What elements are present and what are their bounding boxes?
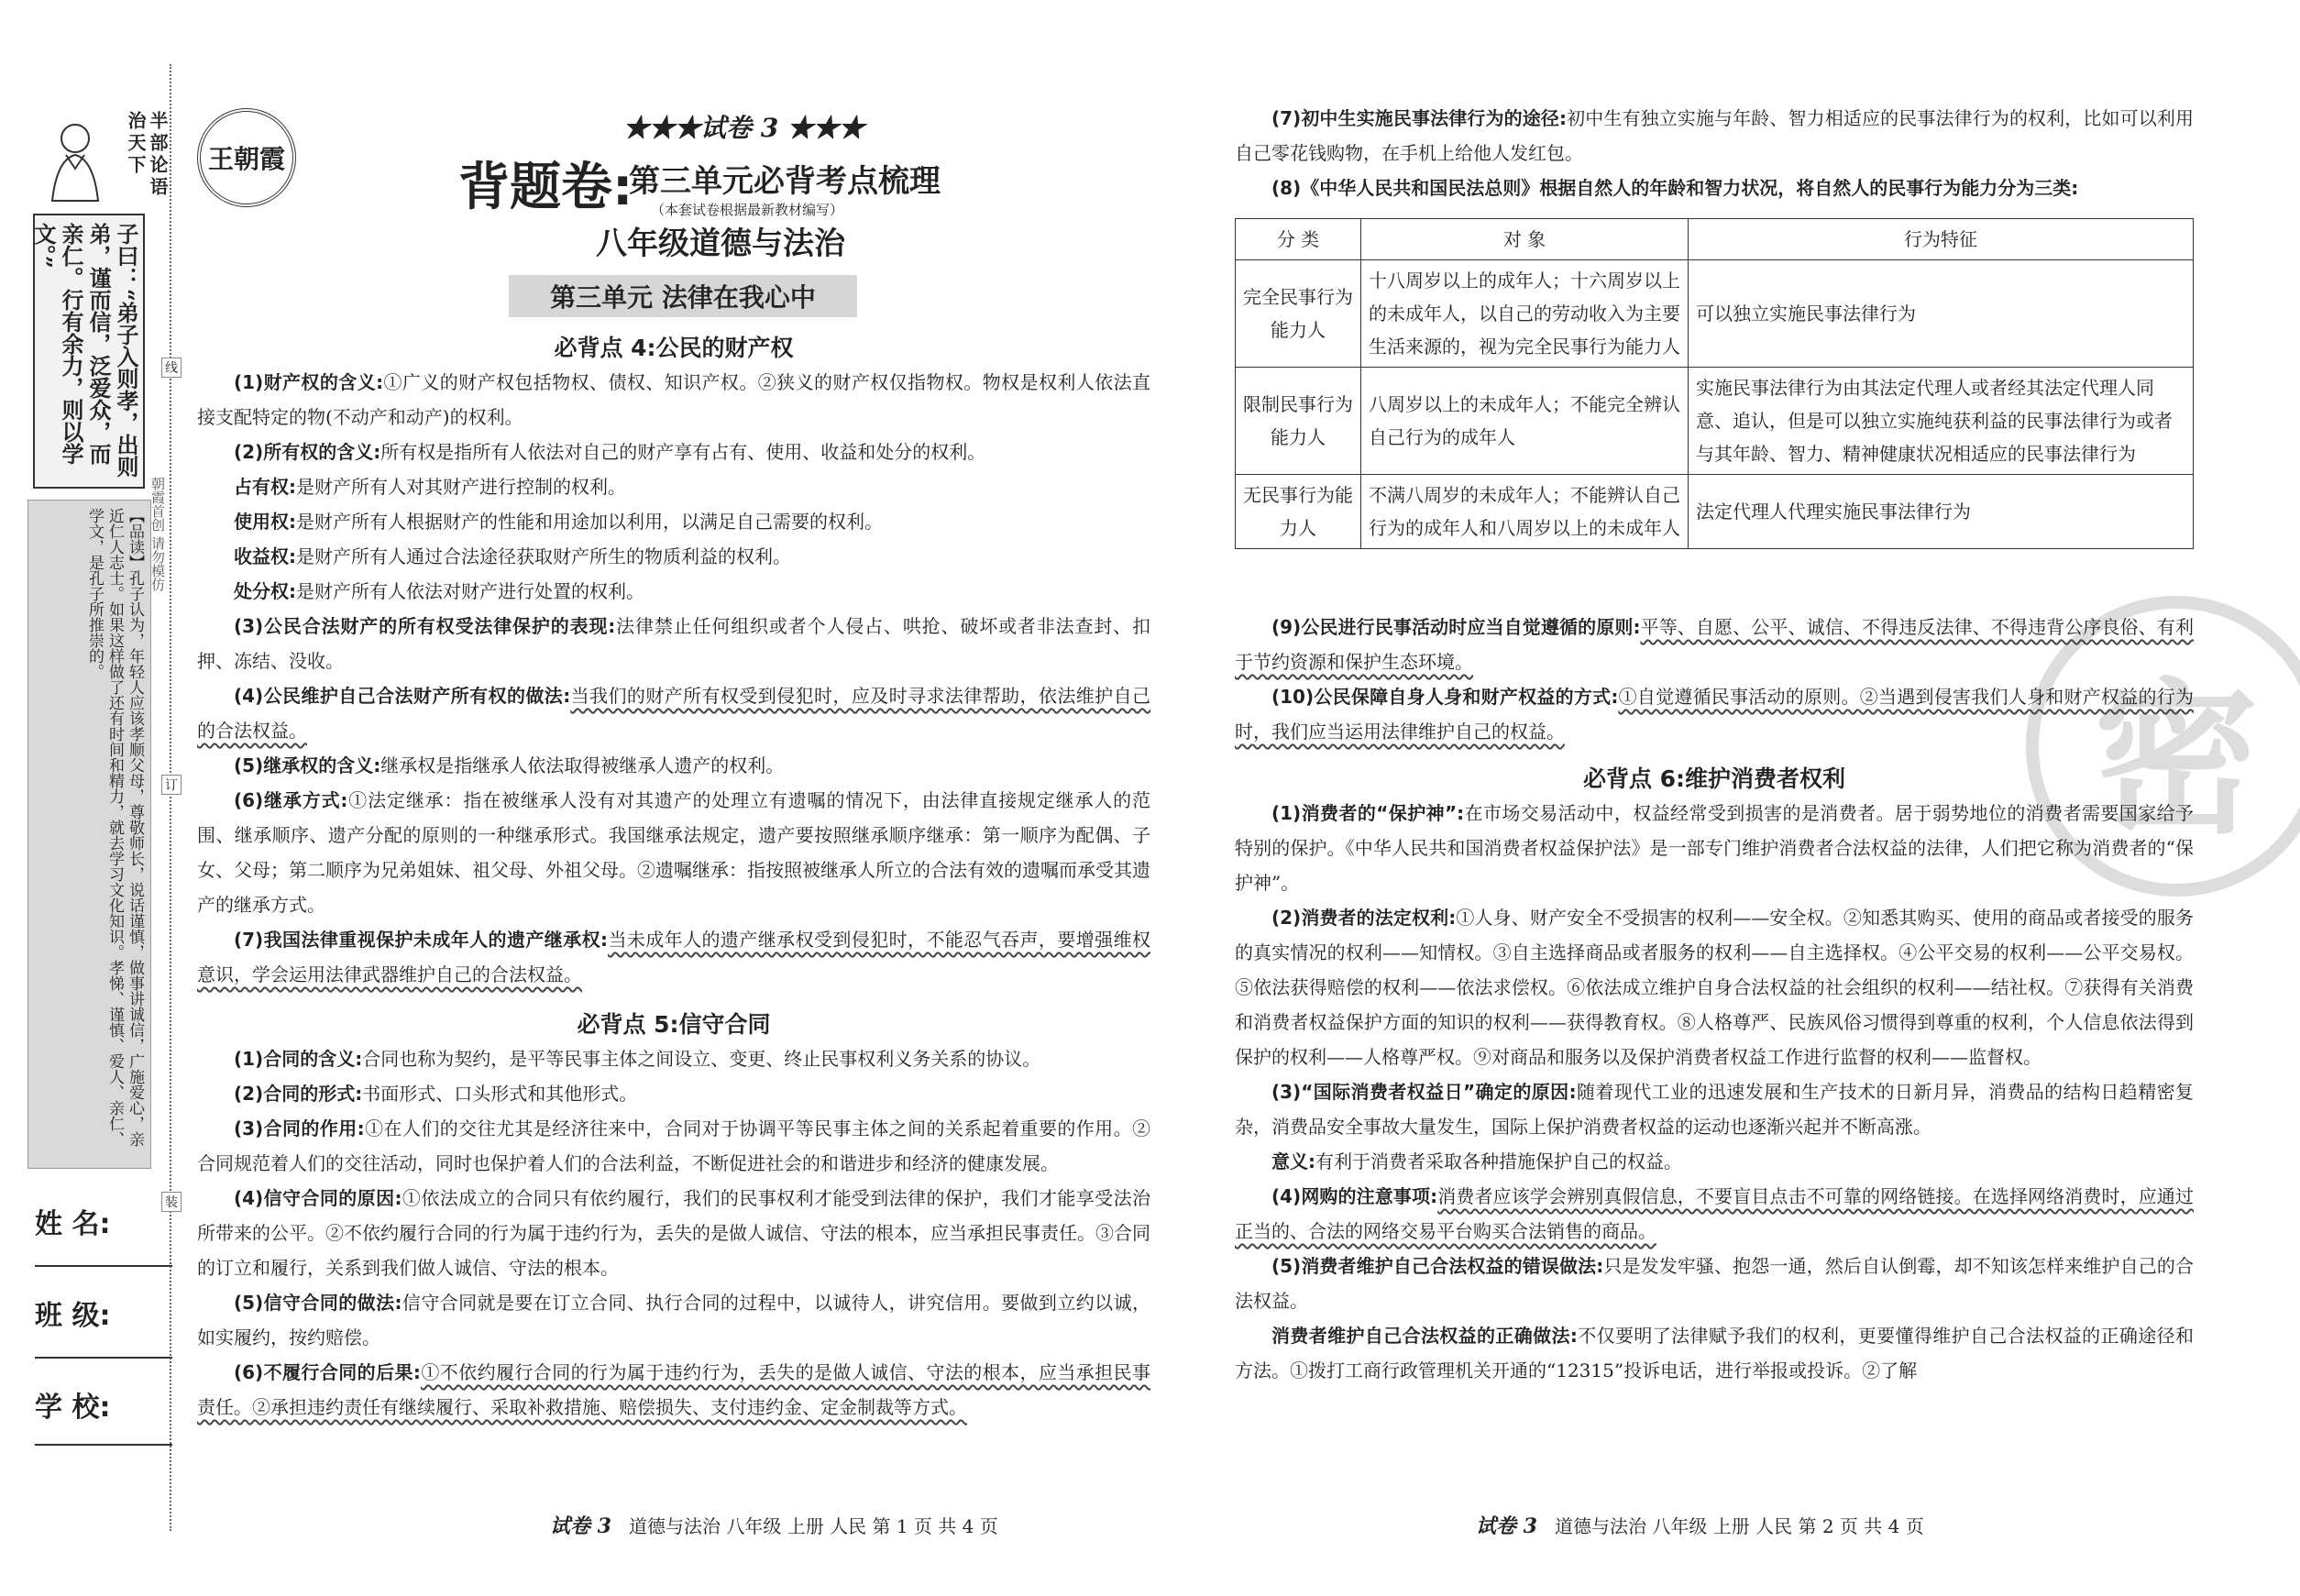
footer-right: 试卷 3 道德与法治 八年级 上册 人民 第 2 页 共 4 页 <box>1476 1514 1924 1538</box>
cut-mark-order: 订 <box>161 775 182 795</box>
kp6-p1: (1)消费者的“保护神”:在市场交易活动中，权益经常受到损害的是消费者。居于弱势地位的消费者需要国家给予特别的保护。《中华人民共和国消费者权益保护法》是一部专门维护消费者合法权益的法律，人们把它称为消费者的“保护神”。 <box>1235 802 2195 894</box>
right-top <box>1235 101 2194 205</box>
table-cell: 十八周岁以上的成年人；十六周岁以上的未成年人，以自己的劳动收入为主要生活来源的，视为完全民事行为能力人 <box>1361 260 1689 368</box>
kp5-title: 必背点 5:信守合同 <box>577 1011 771 1038</box>
kp4-syq: 收益权:是财产所有人通过合法途径获取财产所生的物质利益的权利。 <box>234 545 791 567</box>
kp6-p3: (3)“国际消费者权益日”确定的原因:随着现代工业的迅速发展和生产技术的日新月异，消费品的结构日趋精密复杂，消费品安全事故大量发生，国际上保护消费者权益的运动也逐渐兴起并不断高涨。 <box>1235 1081 2195 1138</box>
table-header: 分 类 <box>1236 219 1361 260</box>
kp4-body <box>197 365 1150 992</box>
table-cell: 不满八周岁的未成年人；不能辨认自己行为的成年人和八周岁以上的未成年人 <box>1361 475 1689 549</box>
cut-line <box>170 64 171 1531</box>
classic-quote: 子曰：“弟子入则孝，出则弟，谨而信，泛爱众，而亲仁。行有余力，则以学文。” <box>33 214 145 489</box>
right-mid <box>1235 610 2194 749</box>
grade-title: 八年级道德与法治 <box>596 226 845 262</box>
kp4-zy: 占有权:是财产所有人对其财产进行控制的权利。 <box>234 476 626 498</box>
name-field[interactable] <box>35 1265 172 1267</box>
footer-left: 试卷 3 道德与法治 八年级 上册 人民 第 1 页 共 4 页 <box>550 1514 998 1538</box>
kp4-title: 必背点 4:公民的财产权 <box>554 335 794 361</box>
table-cell: 完全民事行为能力人 <box>1236 260 1361 368</box>
confucius-icon <box>39 118 112 205</box>
kp4-cf: 处分权:是财产所有人依法对财产进行处置的权利。 <box>234 580 644 602</box>
cut-mark-bind: 装 <box>161 1192 182 1212</box>
table-cell: 可以独立实施民事法律行为 <box>1689 260 2194 368</box>
table-cell: 法定代理人代理实施民事法律行为 <box>1689 475 2194 549</box>
kp5-body <box>197 1041 1150 1425</box>
pindu-note: 【品读】孔子认为，年轻人应该孝顺父母，尊敬师长，说话谨慎，做事讲诚信，广施爱心，亲近仁人志士。如果这样做了还有时间和精力，就去学习文化知识。孝悌、谨慎、爱人、亲仁、学文，是孔子所推崇的。 <box>28 500 151 1169</box>
cut-warning: 朝霞首创 请勿模仿 <box>149 477 166 591</box>
kp6-yy: 意义:有利于消费者采取各种措施保护自己的权益。 <box>1271 1150 1682 1172</box>
kp6-body <box>1235 796 2194 1388</box>
page-subtitle: 第三单元必背考点梳理 <box>629 163 941 200</box>
table-row <box>1236 475 2194 549</box>
kp5-p4: (4)信守合同的原因:①依法成立的合同只有依约履行，我们的民事权利才能受到法律的保护，我们才能享受法治所带来的公平。②不依约履行合同的行为属于违约行为，丢失的是做人诚信、守法的根本，应当承担民事责任。③合同的订立和履行，关系到我们做人诚信、守法的根本。 <box>197 1187 1150 1279</box>
table-header: 对 象 <box>1361 219 1689 260</box>
table-header-row <box>1236 219 2194 260</box>
kp4-p6: (6)继承方式:①法定继承：指在被继承人没有对其遗产的处理立有遗嘱的情况下，由法律直接规定继承人的范围、继承顺序、遗产分配的原则的一种继承形式。我国继承法规定，遗产要按照继承顺序继承：第一顺序为配偶、子女、父母；第二顺序为兄弟姐妹、祖父母、外祖父母。②遗嘱继承：指按照被继承人所立的合法有效的遗嘱而承受其遗产的继承方式。 <box>197 789 1150 916</box>
kp4-p7: (7)我国法律重视保护未成年人的遗产继承权:当未成年人的遗产继承权受到侵犯时，不能忍气吞声，要增强维权意识，学会运用法律武器维护自己的合法权益。 <box>197 929 1150 985</box>
kp4-p1: (1)财产权的含义:①广义的财产权包括物权、债权、知识产权。②狭义的财产权仅指物权。物权是权利人依法直接支配特定的物(不动产和动产)的权利。 <box>197 371 1151 428</box>
class-label: 班 级: <box>35 1300 111 1332</box>
unit-banner: 第三单元 法律在我心中 <box>509 275 857 317</box>
capacity-table <box>1235 218 2194 549</box>
name-label: 姓 名: <box>35 1208 111 1240</box>
school-label: 学 校: <box>35 1392 111 1424</box>
paper-number: ★★★试卷 3 ★★★ <box>623 113 864 143</box>
kp4-p3: (3)公民合法财产的所有权受法律保护的表现:法律禁止任何组织或者个人侵占、哄抢、破坏或者非法查封、扣押、冻结、没收。 <box>197 615 1151 672</box>
cut-mark-line: 线 <box>161 358 182 378</box>
table-cell: 八周岁以上的未成年人；不能完全辨认自己行为的成年人 <box>1361 368 1689 475</box>
table-row <box>1236 260 2194 368</box>
kp5-p3: (3)合同的作用:①在人们的交往尤其是经济往来中，合同对于协调平等民事主体之间的关系起着重要的作用。②合同规范着人们的交往活动，同时也保护着人们的合法利益，不断促进社会的和谐进步和经济的健康发展。 <box>197 1117 1150 1174</box>
civil-p9: (9)公民进行民事活动时应当自觉遵循的原则:平等、自愿、公平、诚信、不得违反法律、不得违背公序良俗、有利于节约资源和保护生态环境。 <box>1235 616 2195 673</box>
kp4-p4: (4)公民维护自己合法财产所有权的做法:当我们的财产所有权受到侵犯时，应及时寻求法律帮助，依法维护自己的合法权益。 <box>197 685 1151 742</box>
quote-box <box>28 105 169 490</box>
page-title: 背题卷: <box>458 158 633 217</box>
kp5-p2: (2)合同的形式:书面形式、口头形式和其他形式。 <box>234 1083 638 1105</box>
class-field[interactable] <box>35 1357 172 1359</box>
confidential-stamp: 密 <box>2026 596 2300 897</box>
table-cell: 无民事行为能力人 <box>1236 475 1361 549</box>
civil-p10: (10)公民保障自身人身和财产权益的方式:①自觉遵循民事活动的原则。②当遇到侵害我们人身和财产权益的行为时，我们应当运用法律维护自己的权益。 <box>1235 686 2194 743</box>
civil-p8: (8)《中华人民共和国民法总则》根据自然人的年龄和智力状况，将自然人的民事行为能力分为三类: <box>1271 177 2079 199</box>
title-note: （本套试卷根据最新教材编写） <box>651 202 844 218</box>
kp6-p5: (5)消费者维护自己合法权益的错误做法:只是发发牢骚、抱怨一通，然后自认倒霉，却不知该怎样来维护自己的合法权益。 <box>1235 1255 2195 1312</box>
school-field[interactable] <box>35 1444 172 1446</box>
table-cell: 限制民事行为能力人 <box>1236 368 1361 475</box>
table-row <box>1236 368 2194 475</box>
motto-panel <box>33 111 169 203</box>
table-header: 行为特征 <box>1689 219 2194 260</box>
table-cell: 实施民事法律行为由其法定代理人或者经其法定代理人同意、追认，但是可以独立实施纯获利益的民事法律行为或者与其年龄、智力、精神健康状况相适应的民事法律行为 <box>1689 368 2194 475</box>
kp4-p5: (5)继承权的含义:继承权是指继承人依法取得被继承人遗产的权利。 <box>234 754 785 776</box>
kp6-p4: (4)网购的注意事项:消费者应该学会辨别真假信息，不要盲目点击不可靠的网络链接。在选择网络消费时，应通过正当的、合法的网络交易平台购买合法销售的商品。 <box>1235 1185 2195 1242</box>
kp4-p2: (2)所有权的含义:所有权是指所有人依法对自己的财产享有占有、使用、收益和处分的权利。 <box>234 441 986 463</box>
kp5-p5: (5)信守合同的做法:信守合同就是要在订立合同、执行合同的过程中，以诚待人，讲究信用。要做到立约以诚，如实履约，按约赔偿。 <box>197 1292 1150 1348</box>
motto-text: 半部论语治天下 <box>125 111 169 199</box>
kp4-sy: 使用权:是财产所有人根据财产的性能和用途加以利用，以满足自己需要的权利。 <box>234 511 883 533</box>
kp5-p6: (6)不履行合同的后果:①不依约履行合同的行为属于违约行为，丢失的是做人诚信、守法的根本，应当承担民事责任。②承担违约责任有继续履行、采取补救措施、赔偿损失、支付违约金、定金制裁等方式。 <box>197 1361 1151 1418</box>
kp6-p2: (2)消费者的法定权利:①人身、财产安全不受损害的权利——安全权。②知悉其购买、使用的商品或者接受的服务的真实情况的权利——知情权。③自主选择商品或者服务的权利——自主选择权。④公平交易的权利——公平交易权。⑤依法获得赔偿的权利——依法求偿权。⑥依法成立维护自身合法权益的社会组织的权利——结社权。⑦获得有关消费和消费者权益保护方面的知识的权利——获得教育权。⑧人格尊严、民族风俗习惯得到尊重的权利，个人信息依法得到保护的权利——人格尊严权。⑨对商品和服务以及保护消费者权益工作进行监督的权利——监督权。 <box>1235 907 2195 1068</box>
civil-p7: (7)初中生实施民事法律行为的途径:初中生有独立实施与年龄、智力相适应的民事法律行为的权利，比如可以利用自己零花钱购物，在手机上给他人发红包。 <box>1235 107 2195 164</box>
publisher-logo: 王朝霞 <box>197 108 296 207</box>
kp6-p6: 消费者维护自己合法权益的正确做法:不仅要明了法律赋予我们的权利，更要懂得维护自己合法权益的正确途径和方法。①拨打工商行政管理机关开通的“12315”投诉电话，进行举报或投诉。②了解 <box>1235 1325 2195 1381</box>
kp5-p1: (1)合同的含义:合同也称为契约，是平等民事主体之间设立、变更、终止民事权利义务关系的协议。 <box>234 1048 1041 1070</box>
kp6-title: 必背点 6:维护消费者权利 <box>1582 765 1846 792</box>
